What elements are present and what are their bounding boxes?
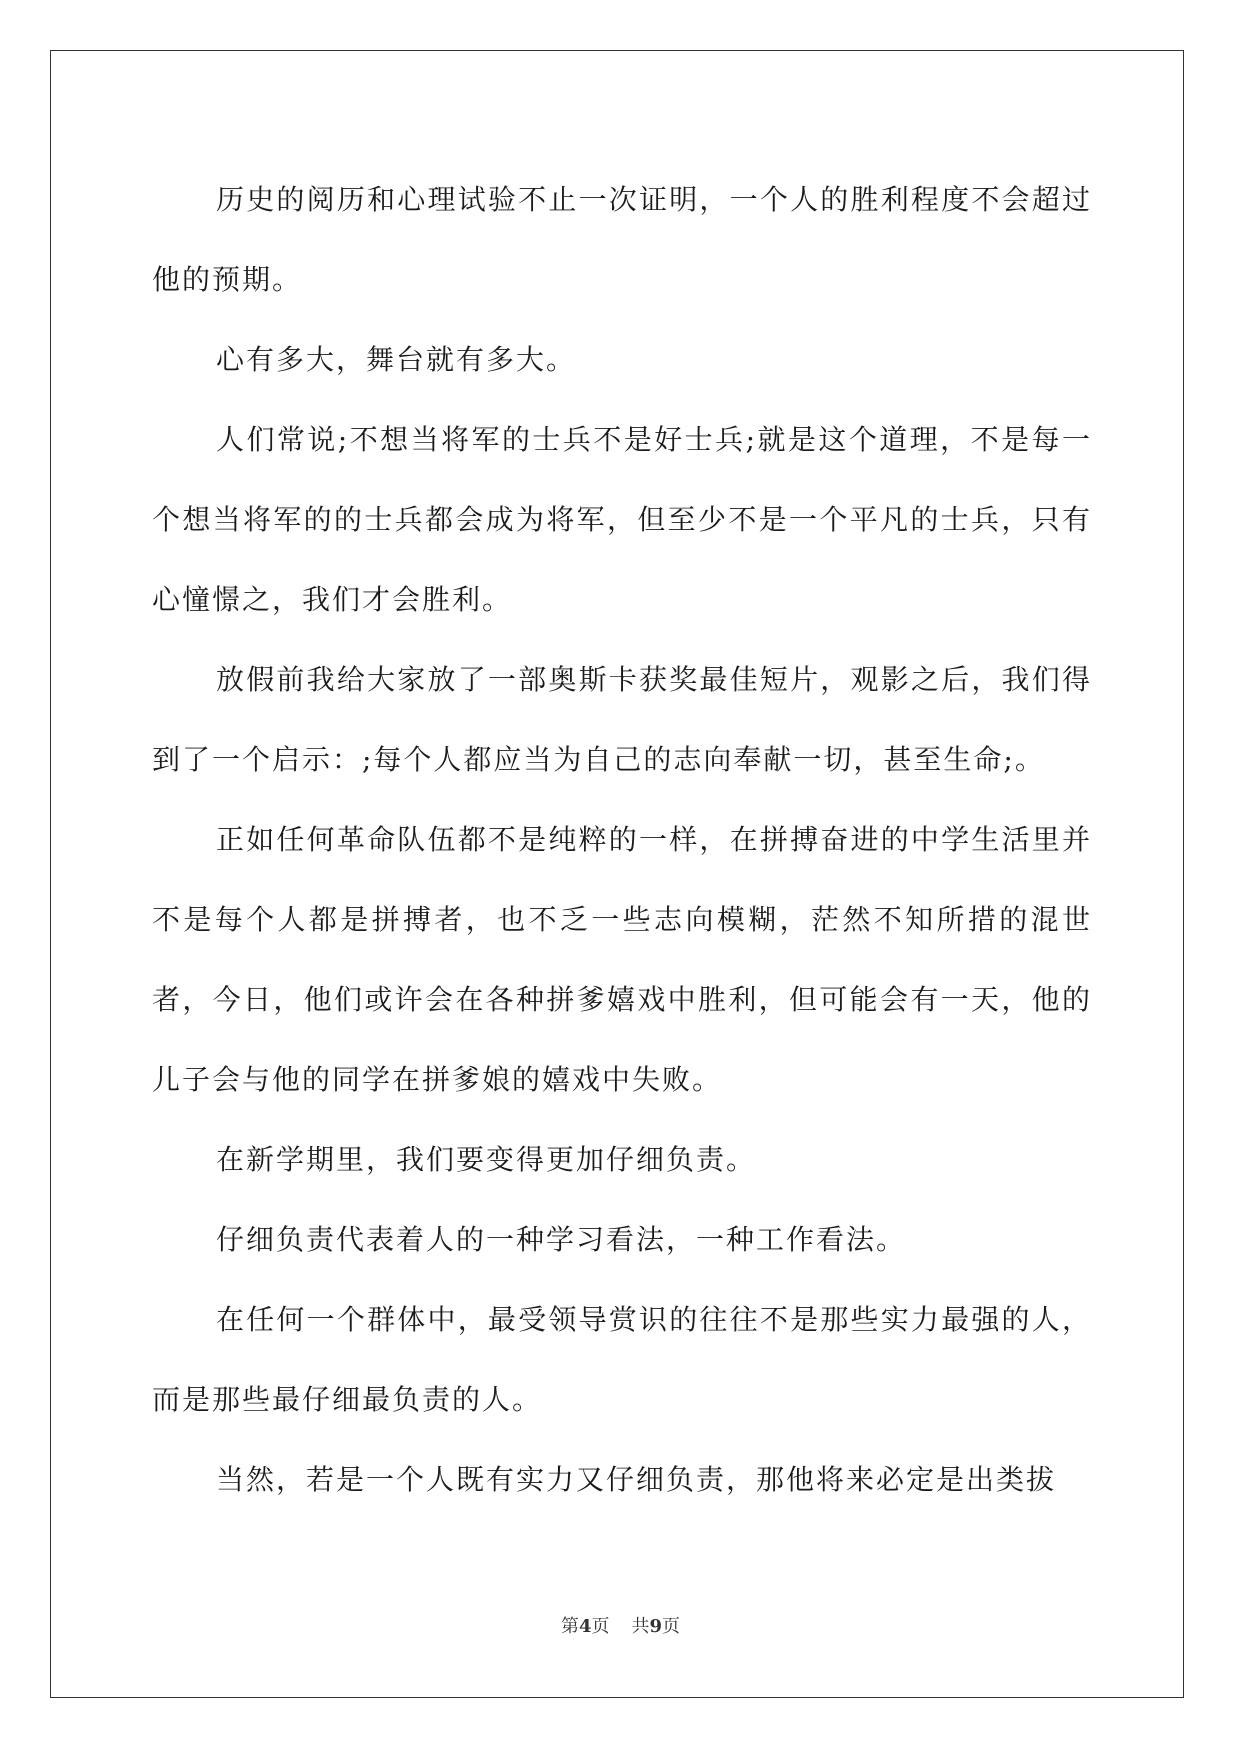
paragraph: 人们常说;不想当将军的士兵不是好士兵;就是这个道理，不是每一个想当将军的的士兵都会成为将军，但至少不是一个平凡的士兵，只有心憧憬之，我们才会胜利。: [152, 423, 1092, 616]
document-body: [152, 160, 1092, 1520]
paragraph: 放假前我给大家放了一部奥斯卡获奖最佳短片，观影之后，我们得到了一个启示：;每个人都应当为自己的志向奉献一切，甚至生命;。: [152, 663, 1092, 776]
paragraph: 在任何一个群体中，最受领导赏识的往往不是那些实力最强的人，而是那些最仔细最负责的人。: [152, 1303, 1092, 1416]
paragraph: 历史的阅历和心理试验不止一次证明，一个人的胜利程度不会超过他的预期。: [152, 183, 1092, 296]
total-page-number: 9: [649, 1616, 663, 1637]
total-suffix: 页: [662, 1616, 681, 1637]
paragraph: 心有多大，舞台就有多大。: [216, 343, 577, 376]
paragraph: 正如任何革命队伍都不是纯粹的一样，在拼搏奋进的中学生活里并不是每个人都是拼搏者，也不乏一些志向模糊，茫然不知所措的混世者，今日，他们或许会在各种拼爹嬉戏中胜利，但可能会有一天，他的儿子会与他的同学在拼爹娘的嬉戏中失败。: [152, 823, 1092, 1096]
page-prefix: 第: [560, 1616, 579, 1637]
page-footer: [0, 1612, 1241, 1638]
page-suffix: 页: [591, 1616, 610, 1637]
paragraph: 在新学期里，我们要变得更加仔细负责。: [216, 1143, 757, 1176]
paragraph: 当然，若是一个人既有实力又仔细负责，那他将来必定是出类拔: [216, 1463, 1057, 1496]
current-page-number: 4: [578, 1616, 592, 1637]
total-prefix: 共: [631, 1616, 650, 1637]
paragraph: 仔细负责代表着人的一种学习看法，一种工作看法。: [216, 1223, 907, 1256]
